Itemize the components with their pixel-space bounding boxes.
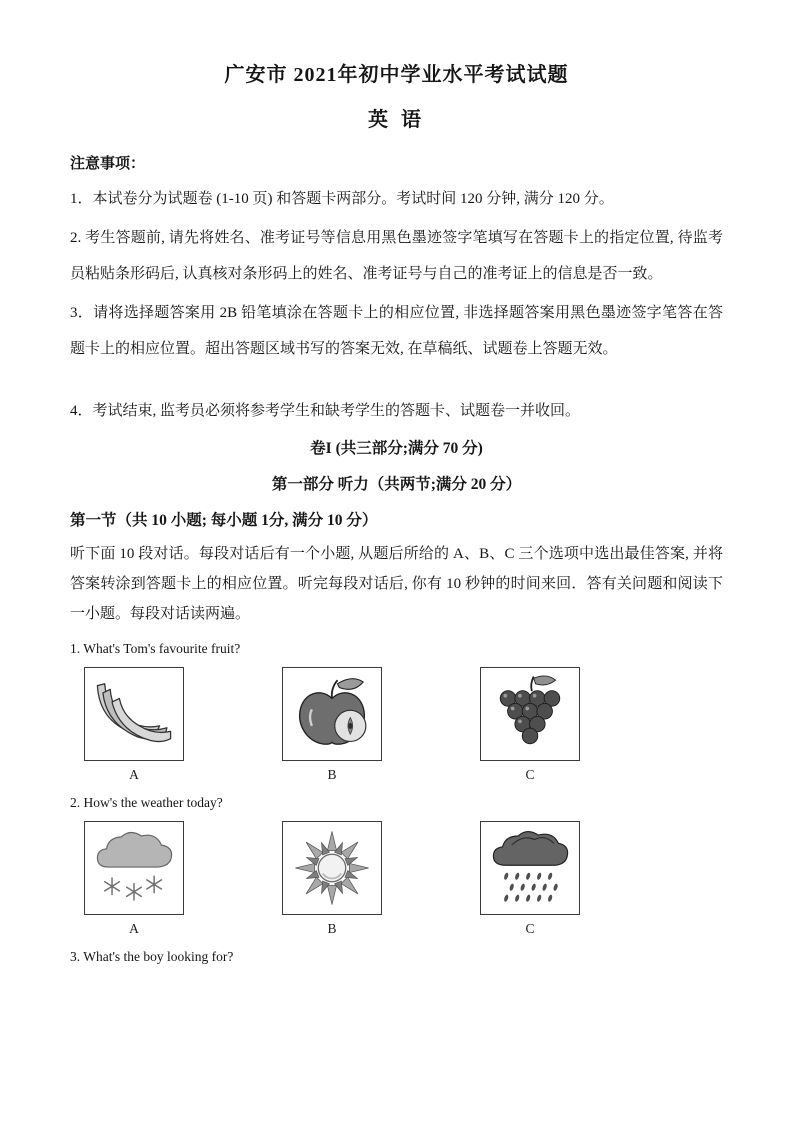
option-1a [84, 667, 184, 783]
question-1 [70, 641, 723, 783]
listening-instructions: 听下面 10 段对话。每段对话后有一个小题, 从题后所给的 A、B、C 三个选项中选出最佳答案, 并将答案转涂到答题卡上的相应位置。听完每段对话后, 你有 10 秒钟的时间来回．答有关问题和阅读下一小题。每段对话读两遍。 [70, 546, 723, 622]
sun-icon [286, 825, 378, 911]
section-one-heading: 第一节（共 10 小题; 每小题 1分, 满分 10 分） [70, 512, 378, 529]
question-2-text: 2. How's the weather today? [70, 795, 223, 810]
option-2c-label: C [525, 921, 535, 936]
apple-image [282, 667, 382, 761]
grapes-icon [484, 671, 576, 757]
question-1-options [70, 667, 723, 783]
notice-item-3: 3．请将选择题答案用 2B 铅笔填涂在答题卡上的相应位置, 非选择题答案用黑色墨迹签字笔答在答题卡上的相应位置。超出答题区域书写的答案无效, 在草稿纸、试题卷上答题无效。 [70, 305, 723, 357]
question-2 [70, 795, 723, 937]
bananas-image [84, 667, 184, 761]
notice-item-2: 2. 考生答题前, 请先将姓名、准考证号等信息用黑色墨迹签字笔填写在答题卡上的指定位置, 待监考员粘贴条形码后, 认真核对条形码上的姓名、准考证号与自己的准考证上的信息是否一致。 [70, 230, 723, 282]
question-3 [70, 949, 723, 965]
part-one-heading: 第一部分 听力（共两节;满分 20 分） [271, 476, 522, 493]
option-1a-label: A [129, 767, 139, 782]
option-2c [480, 821, 580, 937]
question-1-text: 1. What's Tom's favourite fruit? [70, 641, 241, 656]
option-2a-label: A [129, 921, 139, 936]
snowy-weather-image [84, 821, 184, 915]
notice-heading: 注意事项： [70, 156, 146, 172]
sunny-weather-image [282, 821, 382, 915]
question-3-text: 3. What's the boy looking for? [70, 949, 234, 964]
option-2a [84, 821, 184, 937]
grapes-image [480, 667, 580, 761]
option-1b [282, 667, 382, 783]
rain-cloud-icon [484, 825, 576, 911]
snow-cloud-icon [88, 825, 180, 911]
question-2-options [70, 821, 723, 937]
option-2b-label: B [327, 921, 337, 936]
apple-icon [286, 671, 378, 757]
option-1c [480, 667, 580, 783]
page-title: 广安市 2021年初中学业水平考试试题 [224, 64, 569, 86]
option-1b-label: B [327, 767, 337, 782]
bananas-icon [88, 671, 180, 757]
option-2b [282, 821, 382, 937]
notice-item-1: 1．本试卷分为试题卷 (1-10 页) 和答题卡两部分。考试时间 120 分钟, 满分 120 分。 [70, 191, 614, 207]
notice-item-4: 4．考试结束, 监考员必须将参考学生和缺考学生的答题卡、试题卷一并收回。 [70, 403, 581, 419]
rainy-weather-image [480, 821, 580, 915]
volume-heading: 卷I (共三部分;满分 70 分) [310, 440, 483, 457]
option-1c-label: C [525, 767, 535, 782]
subject-title: 英 语 [368, 109, 425, 131]
